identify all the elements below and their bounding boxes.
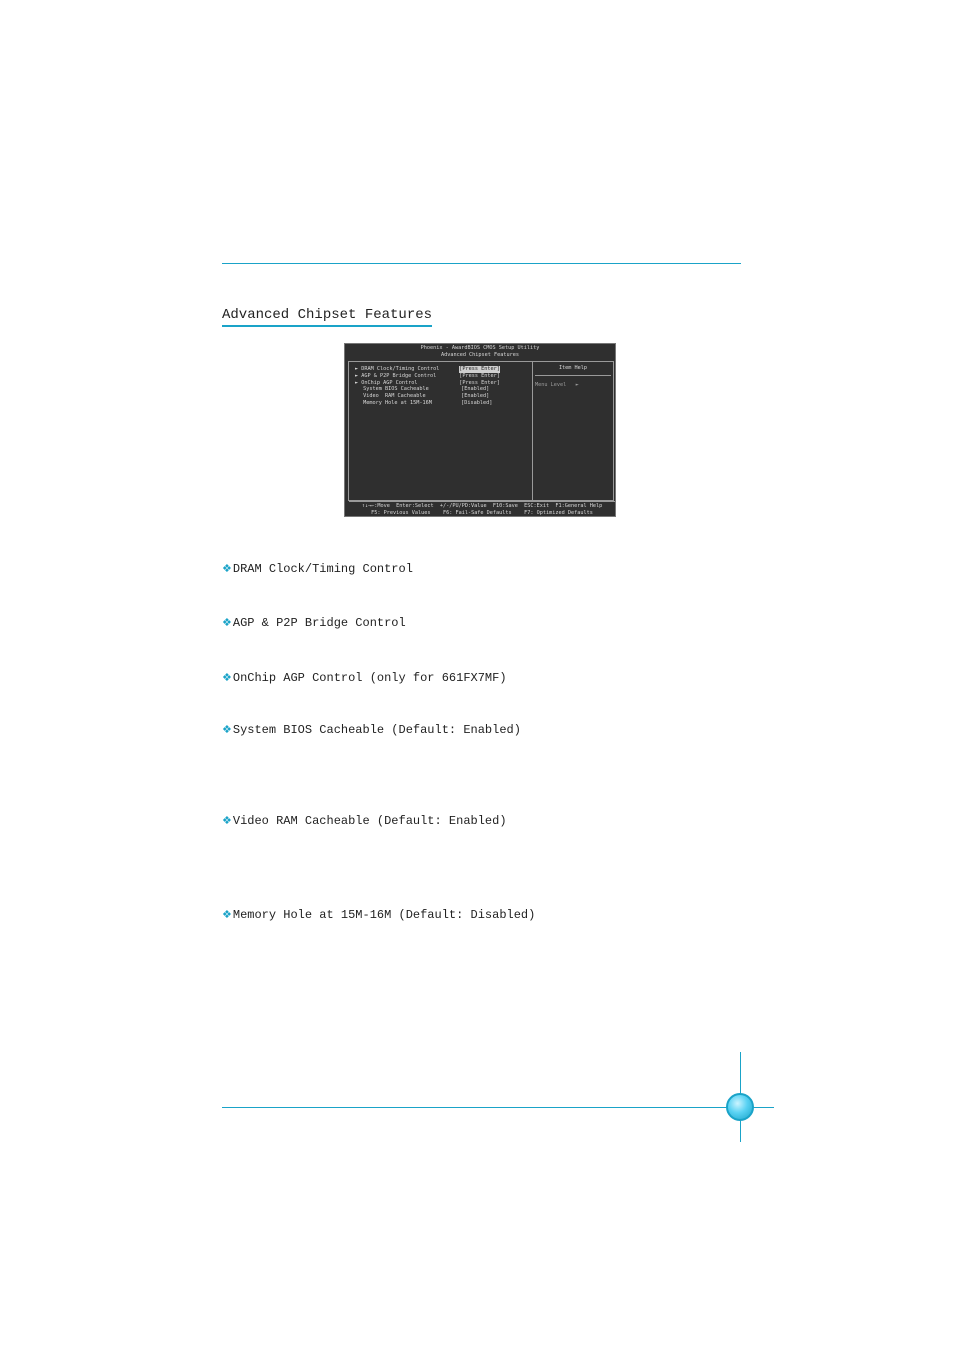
bios-item-label: Memory Hole at 15M-16M (363, 399, 432, 406)
page-circle-icon (726, 1093, 754, 1121)
diamond-bullet-icon: ❖ (222, 616, 232, 629)
diamond-bullet-icon: ❖ (222, 562, 232, 575)
bios-item-video-ram-cacheable[interactable] (355, 393, 500, 400)
arrow-right-icon: ► (355, 366, 359, 372)
bios-frame (348, 361, 614, 501)
bios-item-list (355, 366, 500, 407)
bios-item-label: System BIOS Cacheable (363, 386, 429, 393)
bios-header (345, 345, 615, 359)
bios-item-label: DRAM Clock/Timing Control (361, 366, 440, 372)
bios-item-value: [Press Enter] (459, 372, 500, 379)
bios-header-line2: Advanced Chipset Features (440, 351, 520, 358)
diamond-bullet-icon: ❖ (222, 908, 232, 921)
bios-menu-level: Menu Level ► (535, 381, 579, 388)
bios-footer-line2: F5: Previous Values F6: Fail-Safe Defaults F7: Optimized Defaults (371, 509, 593, 516)
section-title: Advanced Chipset Features (222, 307, 432, 327)
item-text: OnChip AGP Control (only for 661FX7MF) (232, 671, 507, 685)
bios-item-onchip-agp[interactable] (355, 380, 500, 387)
bios-footer (349, 501, 615, 517)
item-dram-clock (222, 562, 413, 576)
item-text: Video RAM Cacheable (Default: Enabled) (232, 814, 507, 828)
bios-help-panel (535, 365, 611, 389)
bios-item-value: [Enabled] (461, 386, 490, 393)
bios-item-label: Video RAM Cacheable (363, 393, 426, 400)
item-text: System BIOS Cacheable (Default: Enabled) (232, 723, 521, 737)
arrow-right-icon: ► (355, 372, 359, 379)
item-onchip-agp (222, 671, 507, 685)
arrow-right-icon: ► (355, 379, 359, 386)
diamond-bullet-icon: ❖ (222, 723, 232, 736)
item-memory-hole (222, 908, 535, 922)
bottom-rule (222, 1107, 774, 1108)
bios-item-value: [Press Enter] (459, 366, 500, 372)
bios-item-label: AGP & P2P Bridge Control (361, 372, 437, 379)
diamond-bullet-icon: ❖ (222, 671, 232, 684)
bios-item-label: OnChip AGP Control (361, 379, 418, 386)
top-rule (222, 263, 741, 264)
bios-divider (532, 362, 533, 500)
bios-item-dram-clock[interactable] (355, 366, 500, 373)
bios-item-value: [Enabled] (461, 393, 490, 400)
item-agp-bridge (222, 616, 406, 630)
bios-item-value: [Press Enter] (459, 379, 500, 386)
bios-item-value: [Disabled] (461, 399, 493, 406)
diamond-bullet-icon: ❖ (222, 814, 232, 827)
bios-item-agp-bridge[interactable] (355, 373, 500, 380)
item-video-ram-cacheable (222, 814, 507, 828)
item-text: DRAM Clock/Timing Control (232, 562, 413, 576)
bios-help-title: Item Help (535, 365, 611, 376)
item-system-bios-cacheable (222, 723, 521, 737)
item-text: AGP & P2P Bridge Control (232, 616, 406, 630)
item-text: Memory Hole at 15M-16M (Default: Disabled) (232, 908, 536, 922)
bios-item-memory-hole[interactable] (355, 400, 500, 407)
bios-footer-line1: ↑↓→←:Move Enter:Select +/-/PU/PD:Value F10:Save ESC:Exit F1:General Help (361, 503, 603, 509)
bios-item-system-bios-cacheable[interactable] (355, 386, 500, 393)
bios-header-line1: Phoenix - AwardBIOS CMOS Setup Utility (420, 345, 540, 351)
bios-screenshot (344, 343, 616, 517)
